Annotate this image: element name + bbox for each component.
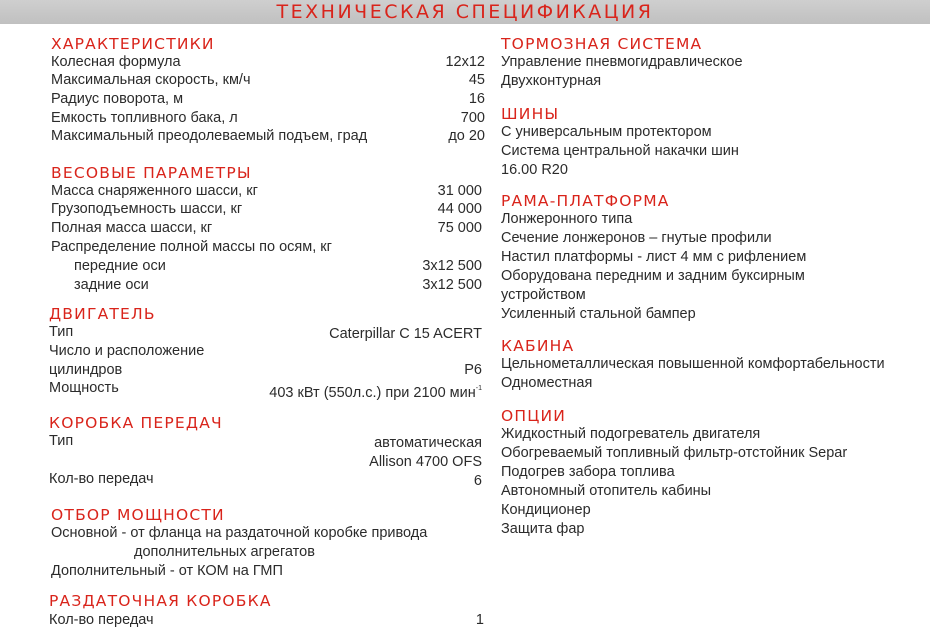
section-heading-frame: РАМА-ПЛАТФОРМА	[501, 192, 670, 210]
spec-text: Подогрев забора топлива	[501, 464, 675, 480]
spec-label: цилиндров	[49, 362, 123, 378]
spec-text: Оборудована передним и задним буксирным	[501, 268, 805, 284]
spec-value: 75 000	[437, 220, 482, 236]
section-heading-tyres: ШИНЫ	[501, 105, 560, 123]
spec-value: Allison 4700 OFS	[369, 454, 482, 470]
spec-label: Мощность	[49, 380, 119, 396]
spec-text: Лонжеронного типа	[501, 211, 633, 227]
section-heading-cab: КАБИНА	[501, 337, 575, 355]
spec-value: 12х12	[445, 54, 485, 70]
spec-text: Автономный отопитель кабины	[501, 483, 712, 499]
spec-text: 16.00 R20	[501, 162, 568, 178]
spec-text: Защита фар	[501, 521, 585, 537]
spec-text: Двухконтурная	[501, 73, 602, 89]
spec-label: Полная масса шасси, кг	[51, 220, 213, 236]
spec-value: 6	[473, 473, 482, 489]
spec-label: задние оси	[74, 277, 149, 293]
spec-text: Цельнометаллическая повышенной комфортабельности	[501, 356, 885, 372]
spec-label: Распределение полной массы по осям, кг	[51, 239, 332, 255]
spec-label: Емкость топливного бака, л	[51, 110, 238, 126]
spec-text: Основной - от фланца на раздаточной коробке привода	[51, 525, 428, 541]
spec-label: Колесная формула	[51, 54, 181, 70]
title-bar	[0, 0, 930, 24]
section-heading-engine: ДВИГАТЕЛЬ	[49, 305, 156, 323]
spec-label: Тип	[49, 324, 74, 340]
section-heading-gearbox: КОРОБКА ПЕРЕДАЧ	[49, 414, 223, 432]
spec-label: Тип	[49, 433, 74, 449]
spec-label: Кол-во передач	[49, 612, 154, 628]
section-heading-brakes: ТОРМОЗНАЯ СИСТЕМА	[501, 35, 703, 53]
spec-text: С универсальным протектором	[501, 124, 712, 140]
spec-text: Обогреваемый топливный фильтр-отстойник Separ	[501, 445, 848, 461]
spec-value: 3х12 500	[422, 258, 482, 274]
spec-text: Одноместная	[501, 375, 593, 391]
spec-value: до 20	[448, 128, 485, 144]
spec-value	[269, 380, 482, 402]
spec-text: устройством	[501, 287, 586, 303]
spec-value: 44 000	[437, 201, 482, 217]
spec-text: дополнительных агрегатов	[134, 544, 315, 560]
spec-text: Управление пневмогидравлическое	[501, 54, 743, 70]
spec-value: 45	[468, 72, 485, 88]
power-unit-superscript: -1	[475, 385, 482, 392]
section-heading-characteristics: ХАРАКТЕРИСТИКИ	[51, 35, 215, 53]
spec-label: Грузоподъемность шасси, кг	[51, 201, 243, 217]
spec-value: 1	[475, 612, 484, 628]
spec-value: 700	[460, 110, 485, 126]
section-heading-transfer-case: РАЗДАТОЧНАЯ КОРОБКА	[49, 592, 272, 610]
power-value-text: 403 кВт (550л.с.) при 2100 мин	[269, 385, 476, 401]
spec-label: Масса снаряженного шасси, кг	[51, 183, 258, 199]
spec-label: Максимальная скорость, км/ч	[51, 72, 251, 88]
section-heading-options: ОПЦИИ	[501, 407, 567, 425]
spec-value: Р6	[464, 362, 482, 378]
spec-text: Кондиционер	[501, 502, 591, 518]
section-heading-pto: ОТБОР МОЩНОСТИ	[51, 506, 225, 524]
spec-text: Система центральной накачки шин	[501, 143, 739, 159]
spec-label: передние оси	[74, 258, 166, 274]
spec-label: Кол-во передач	[49, 471, 154, 487]
spec-text: Сечение лонжеронов – гнутые профили	[501, 230, 772, 246]
spec-text: Настил платформы - лист 4 мм с рифлением	[501, 249, 807, 265]
spec-label: Число и расположение	[49, 343, 205, 359]
spec-text: Дополнительный - от КОМ на ГМП	[51, 563, 283, 579]
spec-value: 3х12 500	[422, 277, 482, 293]
spec-text: Жидкостный подогреватель двигателя	[501, 426, 761, 442]
page-title: ТЕХНИЧЕСКАЯ СПЕЦИФИКАЦИЯ	[276, 1, 654, 23]
spec-label: Максимальный преодолеваемый подъем, град	[51, 128, 368, 144]
spec-value: 16	[468, 91, 485, 107]
spec-text: Усиленный стальной бампер	[501, 306, 696, 322]
spec-label: Радиус поворота, м	[51, 91, 184, 107]
spec-value: автоматическая	[374, 435, 482, 451]
spec-value: 31 000	[437, 183, 482, 199]
spec-value: Caterpillar C 15 ACERT	[329, 326, 482, 342]
section-heading-weight: ВЕСОВЫЕ ПАРАМЕТРЫ	[51, 164, 252, 182]
